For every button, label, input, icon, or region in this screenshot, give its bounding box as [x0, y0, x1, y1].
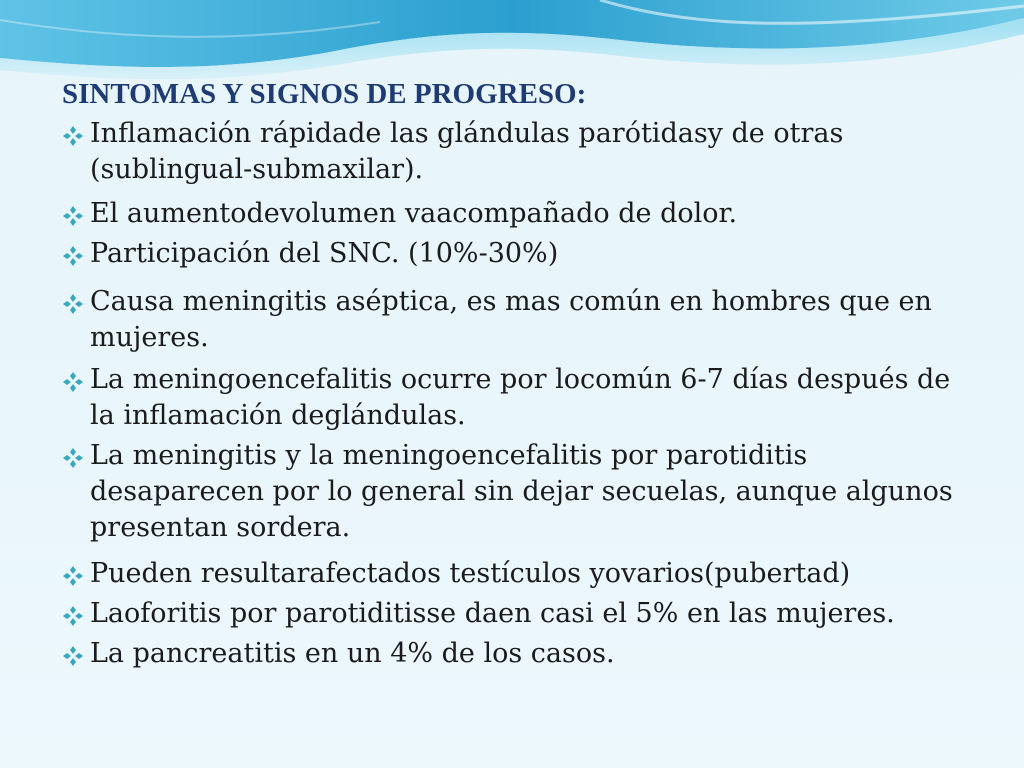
bullet-list	[62, 116, 982, 672]
bullet-item	[62, 556, 982, 592]
bullet-text: El aumentodevolumen vaacompañado de dolor.	[90, 198, 738, 229]
diamond-bullet-icon	[62, 565, 84, 587]
bullet-text: Pueden resultarafectados testículos yovarios(pubertad)	[90, 558, 851, 589]
bullet-item	[62, 196, 982, 232]
bullet-item	[62, 116, 982, 188]
diamond-bullet-icon	[62, 293, 84, 315]
bullet-text: La meningoencefalitis ocurre por locomún 6-7 días después de la inflamación deglándulas.	[90, 364, 951, 431]
bullet-item	[62, 596, 982, 632]
diamond-bullet-icon	[62, 245, 84, 267]
slide-content	[62, 76, 982, 672]
diamond-bullet-icon	[62, 205, 84, 227]
diamond-bullet-icon	[62, 645, 84, 667]
diamond-bullet-icon	[62, 447, 84, 469]
bullet-item	[62, 284, 982, 356]
diamond-bullet-icon	[62, 605, 84, 627]
bullet-item	[62, 362, 982, 434]
bullet-text: Causa meningitis aséptica, es mas común en hombres que en mujeres.	[90, 286, 932, 353]
bullet-text: La pancreatitis en un 4% de los casos.	[90, 638, 615, 669]
bullet-text: Laoforitis por parotiditisse daen casi el 5% en las mujeres.	[90, 598, 895, 629]
bullet-text: Inflamación rápidade las glándulas parótidasy de otras (sublingual-submaxilar).	[90, 118, 844, 185]
bullet-item	[62, 438, 982, 546]
bullet-item	[62, 636, 982, 672]
wave-decoration	[0, 0, 1024, 80]
diamond-bullet-icon	[62, 371, 84, 393]
diamond-bullet-icon	[62, 125, 84, 147]
bullet-item	[62, 236, 982, 272]
bullet-text: La meningitis y la meningoencefalitis por parotiditis desaparecen por lo general sin dejar secuelas, aunque algunos presentan sordera.	[90, 440, 953, 543]
slide-title: SINTOMAS Y SIGNOS DE PROGRESO:	[62, 78, 587, 110]
bullet-text: Participación del SNC. (10%-30%)	[90, 238, 559, 269]
